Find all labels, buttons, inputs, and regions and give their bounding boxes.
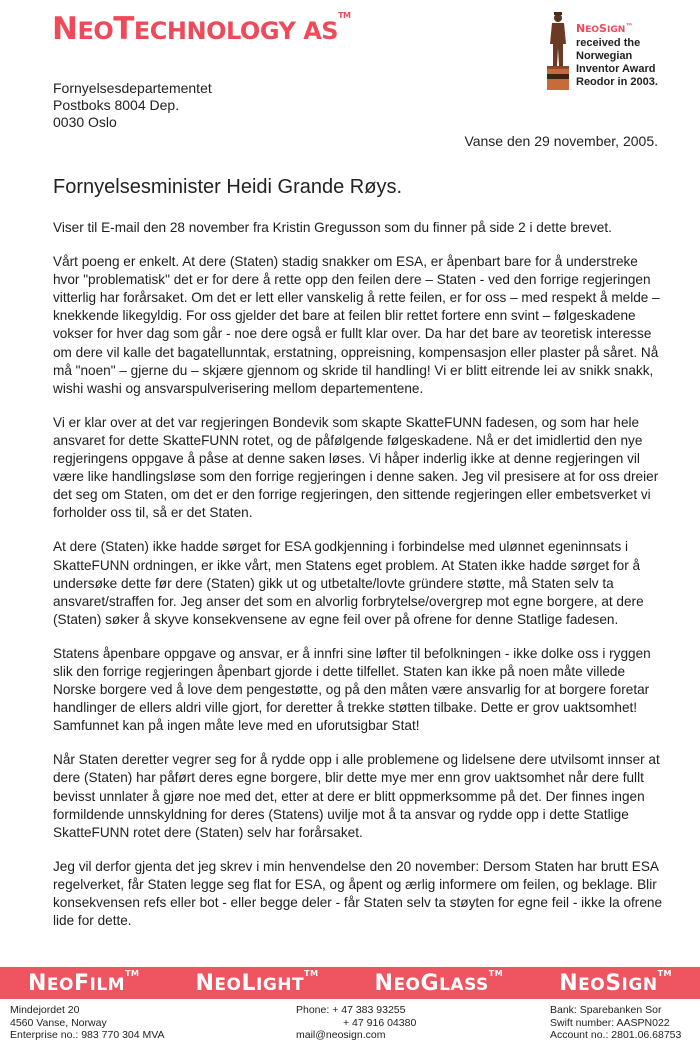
- award-line: Norwegian: [576, 50, 633, 62]
- logo-letter: T: [113, 11, 134, 47]
- footer-phone: Phone: + 47 383 93255: [296, 1004, 406, 1016]
- logo-text: EO: [77, 17, 114, 45]
- address-line: 0030 Oslo: [53, 114, 117, 130]
- trademark: TM: [338, 11, 351, 20]
- recipient-address: [53, 80, 212, 131]
- paragraph: Statens åpenbare oppgave og ansvar, er å innfri sine løfter til befolkningen - ikke dolke oss i ryggen slik den forrige regjeringen åpenbart gjorde i dette tilfellet. Staten kan ikke på noen måte villede Norske borgere ved å love dem pengestøtte, og på den måten være ansvarlig for at borgere foretar handlinger de ellers aldri ville gjort, for deretter å trekke støtten tilbake. Dette er grov uaktsomhet! Samfunnet kan på ingen måte leve med en uforutsigbar Stat!: [53, 645, 651, 734]
- paragraph: Vårt poeng er enkelt. At dere (Staten) stadig snakker om ESA, er åpenbart bare for å understreke hvor "problematisk" det er for dere å rette opp den feilen dere – Staten - ved den forrige regjeringen vitterlig har forårsaket. Om det er lett eller vanskelig å rette feilen, er for oss – med respekt å melde – knekkende likegyldig. For oss gjelder det bare at feilen blir rettet fortere enn svint – følgeskadene vokser for hver dag som går - noe dere også er fullt klar over. Da har det bare av teoretisk interesse om dere vil kalle det bagatellunntak, erstatning, oppreisning, kompensasjon eller plaster på såret. Nå må "noen" – gjerne du – skjære gjennom og skride til handling! Vi er blitt eitrende lei av snikk snakk, wishi washi og ansvarspulverisering mellom departementene.: [53, 254, 660, 396]
- paragraph: Vi er klar over at det var regjeringen Bondevik som skapte SkatteFUNN fadesen, og som har hele ansvaret for dette SkatteFUNN rotet, og de påfølgende følgeskadene. Nå er det imidlertid den nye regjeringens oppgave å påse at denne saken løses. Vi håper inderlig ikke at denne regjeringen vil være like handlingsløse som den forrige regjeringen i denne saken. Jeg vil presisere at for oss dreier det seg om Staten, om det er den forrige regjeringen, den sittende regjeringen eller embetsverket vi forholder oss til, så er det Staten.: [53, 414, 659, 521]
- award-badge: [546, 10, 696, 95]
- brand-neofilm: NEOFILM™: [27, 968, 140, 996]
- logo-text: ECHNOLOGY AS: [133, 17, 339, 45]
- address-line: Postboks 8004 Dep.: [53, 97, 180, 113]
- footer-line: Account no.: 2801.06.68753: [550, 1029, 682, 1041]
- footer-line: 4560 Vanse, Norway: [10, 1016, 107, 1029]
- award-brand: NEOSIGN™: [576, 22, 634, 35]
- footer-line: Swift number: AASPN022: [550, 1016, 670, 1029]
- brand-neosign: NEOSIGN™: [559, 968, 672, 996]
- footer-bank: [550, 1004, 681, 1042]
- footer-line: Bank: Sparebanken Sor: [550, 1004, 662, 1016]
- letter-date: Vanse den 29 november, 2005.: [464, 133, 658, 149]
- award-line: Reodor in 2003.: [576, 76, 658, 88]
- award-line: Inventor Award: [576, 63, 656, 75]
- company-logo: [52, 11, 351, 47]
- footer-phone: + 47 916 04380: [343, 1016, 417, 1029]
- award-line: received the: [576, 37, 641, 49]
- paragraph: At dere (Staten) ikke hadde sørget for ESA godkjenning i forbindelse med ulønnet egeninnsats i SkatteFUNN ordningen, er ikke vårt, men Statens eget problem. At Staten ikke hadde sørget for å undersøke dette før dere (Staten) gikk ut og utbetalte/lovte gründere støtte, må Staten selv ta ansvaret/straffen for. Jeg anser det som en alvorlig forbrytelse/overgrep mot egne borgere, at dere (Staten) søker å skyve konsekvensene av egne feil over på ofrene for denne Statlige fadesen.: [53, 539, 644, 627]
- brand-neoglass: NEOGLASS™: [374, 968, 504, 996]
- paragraph: Jeg vil derfor gjenta det jeg skrev i min henvendelse den 20 november: Dersom Staten har brutt ESA regelverket, får Staten legge seg flat for ESA, og åpent og ærlig informere om feilen, og beklage. Blir konsekvensen refs eller bot - eller begge deler - får Staten selv ta støyten for egne feil - ikke la ofrene lide for dette.: [53, 858, 663, 929]
- paragraph: Viser til E-mail den 28 november fra Kristin Gregusson som du finner på side 2 i dette brevet.: [53, 220, 612, 235]
- brand-neolight: NEOLIGHT™: [195, 968, 319, 996]
- letter-body: [53, 219, 663, 946]
- salutation: Fornyelsesminister Heidi Grande Røys.: [53, 176, 402, 198]
- footer-line: Mindejordet 20: [10, 1004, 80, 1016]
- address-line: Fornyelsesdepartementet: [53, 80, 212, 96]
- award-text: [576, 22, 658, 89]
- footer-line: Enterprise no.: 983 770 304 MVA: [10, 1029, 165, 1041]
- footer-contact: [296, 1004, 416, 1042]
- footer-email: mail@neosign.com: [296, 1029, 386, 1041]
- logo-letter: N: [52, 11, 78, 47]
- statue-trophy-icon: [546, 10, 570, 90]
- paragraph: Når Staten deretter vegrer seg for å rydde opp i alle problemene og lidelsene dere utvilsomt innser at dere (Staten) har påført deres egne borgere, blir dette mye mer enn grov uaktsomhet når dere fullt bevisst unnlater å gjøre noe med det, etter at dere er blitt oppmerksomme på det. Der finnes ingen formildende unnskyldning for deres (Statens) uvilje mot å ta ansvar og rydde opp i dette Statlige SkatteFUNN rotet dere (Staten) selv har forårsaket.: [53, 752, 660, 840]
- footer-brand-band: [0, 967, 700, 999]
- footer-address: [10, 1004, 165, 1042]
